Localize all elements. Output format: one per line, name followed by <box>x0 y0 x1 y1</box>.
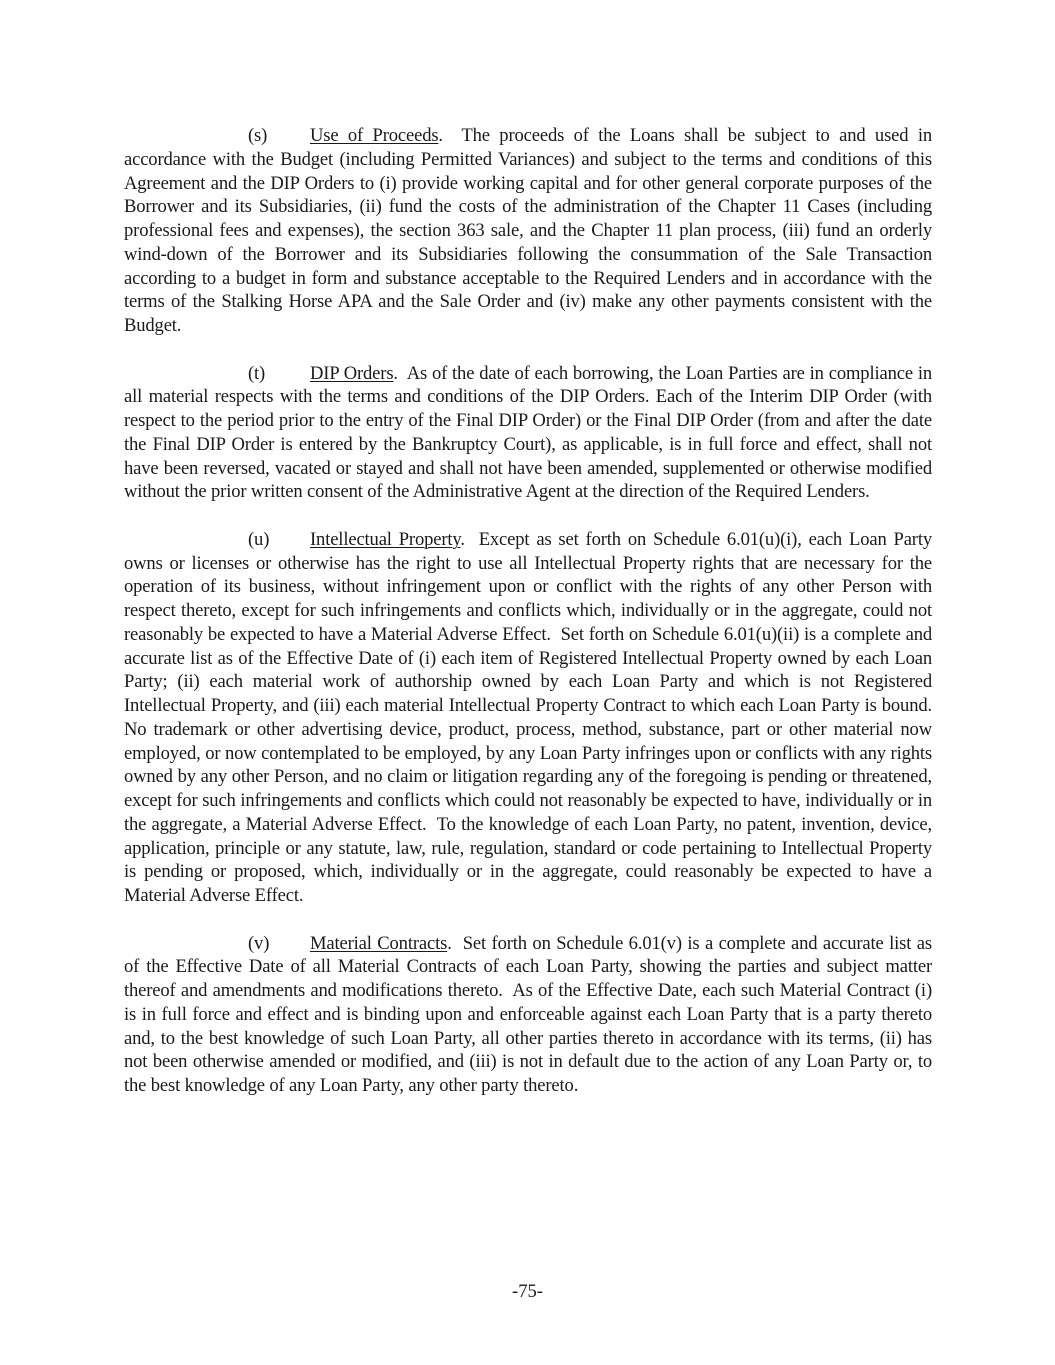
section-intellectual-property <box>124 528 941 908</box>
section-label: (v) <box>248 932 270 954</box>
document-page <box>124 124 941 1122</box>
section-body: As of the date of each borrowing, the Loan Parties are in compliance in all material respects with the terms and conditions of the DIP Orders. Each of the Interim DIP Order (with respect to the period prior to the entry of the Final DIP Order) or the Final DIP Order (from and after the date the Final DIP Order is entered by the Bankruptcy Court), as applicable, is in full force and effect, shall not have been reversed, vacated or stayed and shall not have been amended, supplemented or otherwise modified without the prior written consent of the Administrative Agent at the direction of the Required Lenders. <box>124 362 937 503</box>
heading-suffix: . <box>460 528 465 550</box>
section-heading: Intellectual Property <box>310 528 461 550</box>
section-heading: DIP Orders <box>310 362 394 384</box>
page-number: -75- <box>512 1281 543 1302</box>
section-use-of-proceeds <box>124 124 937 338</box>
section-heading: Material Contracts <box>310 932 448 954</box>
heading-suffix: . <box>393 362 398 384</box>
section-heading: Use of Proceeds <box>310 125 439 146</box>
heading-suffix: . <box>438 125 443 146</box>
section-dip-orders <box>124 362 937 505</box>
section-body: Set forth on Schedule 6.01(v) is a complete and accurate list as of the Effective Date of all Material Contracts of each Loan Party, showing the parties and subject matter thereof and amendments and modifications thereto. As of the Effective Date, each such Material Contract (i) is in full force and effect and is binding upon and enforceable against each Loan Party that is a party thereto and, to the best knowledge of such Loan Party, all other parties thereto in accordance with its terms, (ii) has not been otherwise amended or modified, and (iii) is not in default due to the action of any Loan Party or, to the best knowledge of any Loan Party, any other party thereto. <box>124 932 937 1096</box>
section-material-contracts <box>124 932 937 1098</box>
section-body: Except as set forth on Schedule 6.01(u)(i), each Loan Party owns or licenses or otherwise has the right to use all Intellectual Property rights that are necessary for the operation of its business, without infringement upon or conflict with the rights of any other Person with respect thereto, except for such infringements and conflicts which, individually or in the aggregate, could not reasonably be expected to have a Material Adverse Effect. Set forth on Schedule 6.01(u)(ii) is a complete and accurate list as of the Effective Date of (i) each item of Registered Intellectual Property owned by each Loan Party; (ii) each material work of authorship owned by each Loan Party and which is not Registered Intellectual Property, and (iii) each material Intellectual Property Contract to which each Loan Party is bound. No trademark or other advertising device, product, process, method, substance, part or other material now employed, or now contemplated to be employed, by any Loan Party infringes upon or conflicts with any rights owned by any other Person, and no claim or litigation regarding any of the foregoing is pending or threatened, except for such infringements and conflicts which could not reasonably be expected to have, individually or in the aggregate, a Material Adverse Effect. To the knowledge of each Loan Party, no patent, invention, device, application, principle or any statute, law, rule, regulation, standard or code pertaining to Intellectual Property is pending or proposed, which, individually or in the aggregate, could reasonably be expected to have a Material Adverse Effect. <box>124 528 941 906</box>
section-body: The proceeds of the Loans shall be subject to and used in accordance with the Budget (including Permitted Variances) and subject to the terms and conditions of this Agreement and the DIP Orders to (i) provide working capital and for other general corporate purposes of the Borrower and its Subsidiaries, (ii) fund the costs of the administration of the Chapter 11 Cases (including professional fees and expenses), the section 363 sale, and the Chapter 11 plan process, (iii) fund an orderly wind-down of the Borrower and its Subsidiaries following the consummation of the Sale Transaction according to a budget in form and substance acceptable to the Required Lenders and in accordance with the terms of the Stalking Horse APA and the Sale Order and (iv) make any other payments consistent with the Budget. <box>124 125 937 336</box>
section-label: (u) <box>248 528 270 550</box>
heading-suffix: . <box>447 932 452 954</box>
section-label: (t) <box>248 362 266 384</box>
section-label: (s) <box>248 125 268 146</box>
